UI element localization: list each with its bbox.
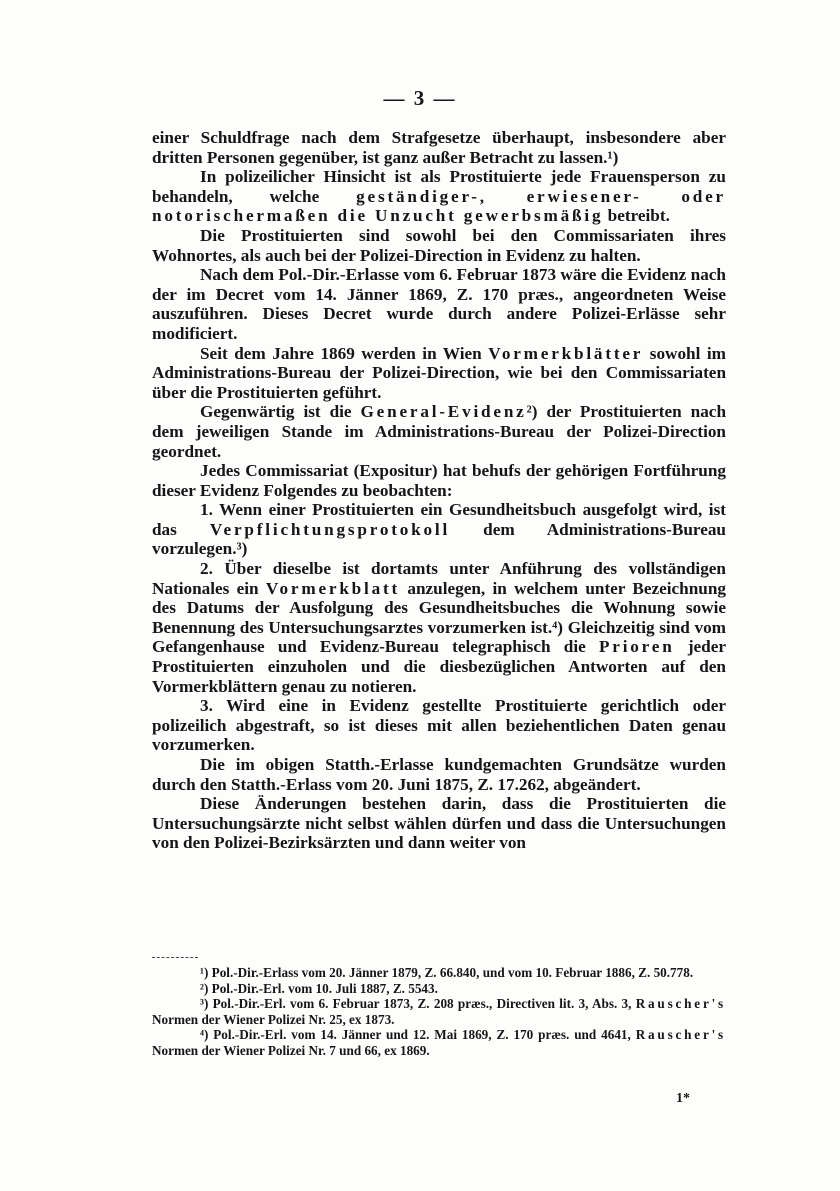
paragraph: Nach dem Pol.-Dir.-Erlasse vom 6. Februar 1873 wäre die Evidenz nach der im Decret vom 14. Jänner 1869, Z. 170 præs., angeordneten Weise auszuführen. Dieses Decret wurde durch andere Polizei-Erlässe sehr modificiert.: [152, 265, 726, 343]
spaced-text: General-Evidenz: [360, 402, 527, 422]
text-run: ⁴) Pol.-Dir.-Erl. vom 14. Jänner und 12. Mai 1869, Z. 170 præs. und 4641,: [200, 1027, 636, 1043]
spaced-text: Verpflichtungsprotokoll: [209, 519, 451, 539]
footnote: [152, 1027, 726, 1058]
text-run: sowohl im Administrations-Bureau der Polizei-Direction, wie bei den Commissariaten über die Prostituierten geführt.: [152, 343, 726, 402]
paragraph: [152, 559, 726, 696]
paragraph: einer Schuldfrage nach dem Strafgesetze überhaupt, insbesondere aber dritten Personen gegenüber, ist ganz außer Betracht zu lassen.¹): [152, 128, 726, 167]
text-run: 2. Über dieselbe ist dortamts unter Anführung des vollständigen Nationales ein: [152, 559, 726, 598]
paragraph: Die Prostituierten sind sowohl bei den Commissariaten ihres Wohnortes, als auch bei der Polizei-Direction in Evidenz zu halten.: [152, 225, 726, 265]
footnote: ¹) Pol.-Dir.-Erlass vom 20. Jänner 1879, Z. 66.840, und vom 10. Februar 1886, Z. 50.778.: [200, 965, 694, 980]
text-run: jeder Prostituierten einzuholen und die diesbezüglichen Antworten auf den Vormerkblättern genau zu notieren.: [152, 637, 726, 696]
main-text: [152, 128, 726, 853]
footnote: ²) Pol.-Dir.-Erl. vom 10. Juli 1887, Z. 5543.: [200, 980, 438, 996]
page-number: — 3 —: [383, 86, 457, 110]
text-run: Normen der Wiener Polizei Nr. 7 und 66, ex 1869.: [152, 1042, 430, 1058]
spaced-text: geständiger-, erwiesener- oder notorischermaßen die Unzucht gewerbsmäßig: [152, 186, 726, 226]
spaced-text: Prioren: [598, 637, 675, 657]
spaced-text: Rauscher's: [635, 996, 726, 1012]
text-run: ²) der Prostituierten nach dem jeweiligen Stande im Administrations-Bureau der Polizei-Direction geordnet.: [152, 402, 726, 461]
text-run: Seit dem Jahre 1869 werden in Wien: [200, 343, 489, 363]
text-run: betreibt.: [603, 206, 670, 226]
spaced-text: Rauscher's: [635, 1027, 726, 1043]
paragraph: Die im obigen Statth.-Erlasse kundgemachten Grundsätze wurden durch den Statth.-Erlass vom 20. Juni 1875, Z. 17.262, abgeändert.: [152, 755, 726, 794]
text-run: Normen der Wiener Polizei Nr. 25, ex 1873.: [152, 1011, 395, 1027]
paragraph: 3. Wird eine in Evidenz gestellte Prostituierte gerichtlich oder polizeilich abgestraft, so ist dieses mit allen beziehentlichen Daten genau vorzumerken.: [152, 696, 726, 755]
text-run: In polizeilicher Hinsicht ist als Prostituierte jede Frauensperson zu behandeln, welche: [152, 167, 726, 206]
paragraph: [152, 344, 726, 403]
footnote: [152, 996, 726, 1027]
text-run: anzulegen, in welchem unter Bezeichnung des Datums der Ausfolgung des Gesundheitsbuches die Wohnung sowie Benennung des Untersuchungsarztes vorzumerken ist.⁴) Gleichzeitig sind vom Gefangenhause und Evidenz-Bureau telegraphisch die: [152, 578, 726, 657]
text-run: dem Administrations-Bureau vorzulegen.³): [152, 519, 726, 559]
paragraph: Diese Änderungen bestehen darin, dass die Prostituierten die Untersuchungsärzte nicht selbst wählen dürfen und dass die Untersuchungen von den Polizei-Bezirksärzten und dann weiter von: [152, 794, 726, 853]
paragraph: Jedes Commissariat (Expositur) hat behufs der gehörigen Fortführung dieser Evidenz Folgendes zu beobachten:: [152, 461, 726, 500]
footnote-divider: [152, 957, 198, 958]
text-run: Gegenwärtig ist die: [200, 402, 361, 422]
paragraph: [152, 500, 726, 559]
spaced-text: Vormerkblatt: [265, 578, 401, 598]
paragraph: [152, 402, 726, 461]
spaced-text: Vormerkblätter: [488, 343, 644, 363]
paragraph: [152, 167, 726, 226]
footnotes: [152, 965, 726, 1059]
signature-mark: 1*: [676, 1091, 690, 1106]
text-run: ³) Pol.-Dir.-Erl. vom 6. Februar 1873, Z. 208 præs., Directiven lit. 3, Abs. 3,: [200, 996, 636, 1012]
text-run: 1. Wenn einer Prostituierten ein Gesundheitsbuch ausgefolgt wird, ist das: [152, 500, 726, 539]
